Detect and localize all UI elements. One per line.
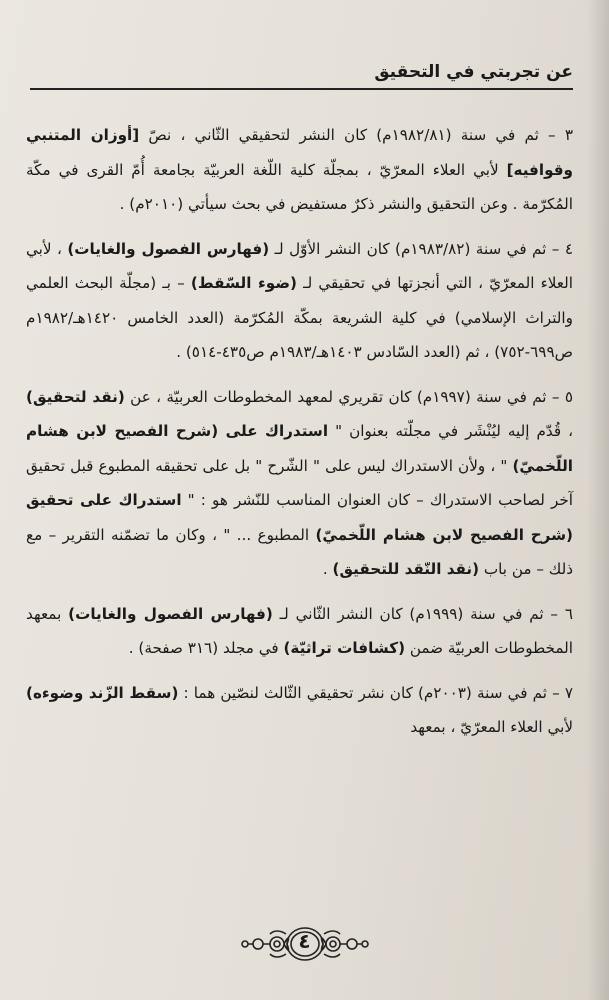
paragraph-number: ٣ xyxy=(564,126,574,144)
paragraph-text: – ثم في سنة (١٩٨٣/٨٢م) كان النشر الأوّل لـ xyxy=(269,239,565,258)
numbered-paragraph xyxy=(26,380,573,587)
bold-title: (فهارس الفصول والغايات) xyxy=(67,239,270,258)
paragraph-text: في مجلد (٣١٦ صفحة) . xyxy=(128,639,284,657)
paragraph-text: – بـ (مجلّة البحث العلمي والتراث الإسلامي) في كلية الشريعة بمكّة المُكرّمة (العدد الخامس ١٤٢٠هـ/١٩٨٢م ص٦٩٩-٧٥٢) ، ثم (العدد السّادس ١٤٠٣هـ/١٩٨٣م ص٤٣٥-٥١٤) . xyxy=(26,274,573,361)
page-number: ٤ xyxy=(298,929,311,953)
bold-title: (سقط الزّند وضوءه) xyxy=(26,683,179,702)
paragraph-text: . xyxy=(322,560,333,578)
paragraph-text: ، قُدّم إليه ليُنْشَر في مجلّته بعنوان " xyxy=(328,422,573,440)
bold-title: (نقد النّقد للتحقيق) xyxy=(332,560,480,578)
numbered-paragraph xyxy=(26,597,573,666)
paragraph-text: لأبي العلاء المعرّيّ ، بمعهد xyxy=(410,718,573,736)
bold-title: [أوزان المتنبي وقوافيه] xyxy=(26,126,573,179)
paragraph-number: ٦ xyxy=(564,604,573,623)
bold-title: (ضوء السّقط) xyxy=(190,274,297,292)
paragraph-text: – ثم في سنة (١٩٨٢/٨١م) كان النشر لتحقيقي الثّاني ، نصّ xyxy=(139,126,565,144)
paragraph-text: بمعهد المخطوطات العربيّة ضمن xyxy=(26,604,573,657)
numbered-paragraph xyxy=(26,118,573,222)
paragraph-text: – ثم في سنة (١٩٩٩م) كان النشر الثّاني لـ xyxy=(272,604,565,623)
paragraph-text: " ، ولأن الاستدراك ليس على " الشّرح " بل على تحقيقه المطبوع قبل تحقيق آخر لصاحب الاستدراك – كان العنوان المناسب للنّشر هو : " xyxy=(26,456,574,509)
paragraph-text: لأبي العلاء المعرّيّ ، بمجلّة كلية اللّغة العربيّة بجامعة أُمّ القرى في مكّة المُكرّمة . وعن التحقيق والنشر ذكرٌ مستفيض في بحث سيأتي (٢٠١٠م) . xyxy=(26,160,573,213)
bold-title: (نقد لتحقيق) xyxy=(26,387,125,406)
paragraph-text: – ثم في سنة (١٩٩٧م) كان تقريري لمعهد المخطوطات العربيّة ، عن xyxy=(124,387,565,406)
bold-title: استدراك على تحقيق (شرح الفصيح لابن هشام اللّخميّ) xyxy=(26,491,573,544)
paragraph-number: ٥ xyxy=(564,387,573,406)
bold-title: (كشافات تراثيّة) xyxy=(283,639,406,657)
paragraph-text: – ثم في سنة (٢٠٠٣م) كان نشر تحقيقي الثّالث لنصّين هما : xyxy=(178,683,565,702)
numbered-paragraph xyxy=(26,676,573,745)
numbered-paragraph xyxy=(26,232,573,370)
paragraph-text: ، لأبي العلاء المعرّيّ ، التي أنجزتها في تحقيقي لـ xyxy=(26,239,573,292)
paragraph-text: المطبوع ... " ، وكان ما تضمّنه التقرير – مع ذلك – من باب xyxy=(26,525,573,578)
body-text xyxy=(26,118,573,755)
running-header: عن تجربتي في التحقيق xyxy=(30,62,573,90)
paragraph-number: ٤ xyxy=(564,239,573,258)
paragraph-number: ٧ xyxy=(564,683,573,702)
bold-title: (فهارس الفصول والغايات) xyxy=(68,604,273,623)
bold-title: استدراك على (شرح الفصيح لابن هشام اللّخميّ) xyxy=(26,422,573,475)
